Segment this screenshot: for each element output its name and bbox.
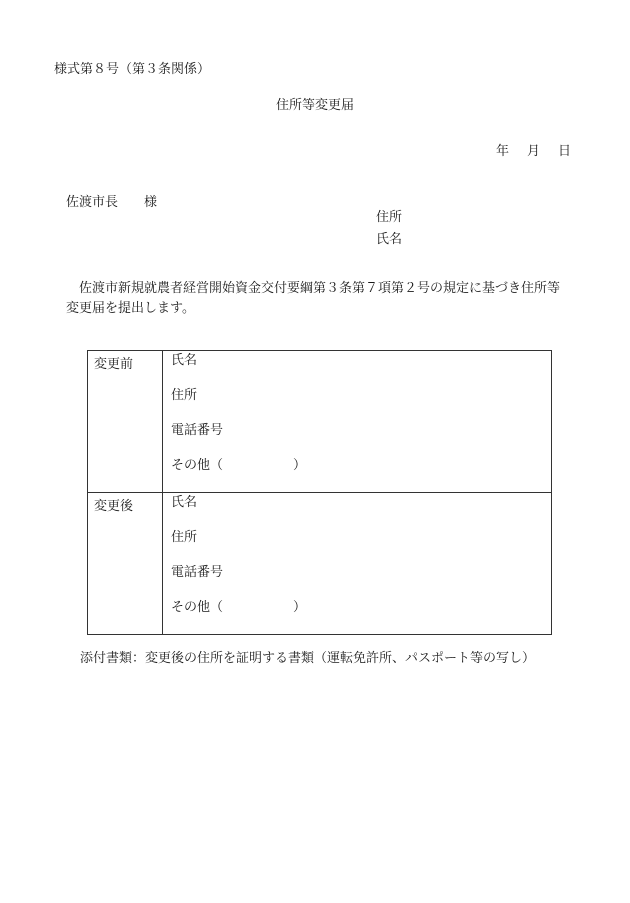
submitter-name-label: 氏名 <box>376 232 403 247</box>
addressee <box>66 191 157 210</box>
after-row <box>88 493 552 635</box>
addressee-honorific: 様 <box>144 195 158 210</box>
before-label: 変更前 <box>88 351 163 493</box>
submitter-block <box>376 207 402 251</box>
document-title: 住所等変更届 <box>275 98 354 113</box>
addressee-name: 佐渡市長 <box>66 195 119 210</box>
before-other-prefix: その他（ <box>171 458 224 473</box>
submitter-address-label: 住所 <box>376 210 403 225</box>
before-fields <box>163 351 552 493</box>
after-address-field[interactable]: 住所 <box>171 530 198 545</box>
date-line <box>496 140 571 159</box>
after-other-field[interactable] <box>171 599 551 634</box>
after-fields <box>163 493 552 635</box>
before-row <box>88 351 552 493</box>
before-name-field[interactable]: 氏名 <box>171 353 198 368</box>
before-phone-field[interactable]: 電話番号 <box>171 423 224 438</box>
body-text: 佐渡市新規就農者経営開始資金交付要綱第３条第７項第２号の規定に基づき住所等変更届を提出します。 <box>66 281 561 316</box>
before-other-suffix: ） <box>293 458 307 473</box>
after-phone-field[interactable]: 電話番号 <box>171 565 224 580</box>
day-label: 日 <box>558 144 572 159</box>
after-label: 変更後 <box>88 493 163 635</box>
after-name-field[interactable]: 氏名 <box>171 495 198 510</box>
before-address-field[interactable]: 住所 <box>171 388 198 403</box>
after-other-prefix: その他（ <box>171 600 224 615</box>
change-table <box>87 350 552 635</box>
form-number: 様式第８号（第３条関係） <box>54 62 211 77</box>
month-label: 月 <box>527 144 541 159</box>
after-other-suffix: ） <box>293 600 307 615</box>
before-other-field[interactable] <box>171 457 551 492</box>
year-label: 年 <box>496 144 510 159</box>
attachment-note: 添付書類：変更後の住所を証明する書類（運転免許所、パスポート等の写し） <box>80 651 536 666</box>
